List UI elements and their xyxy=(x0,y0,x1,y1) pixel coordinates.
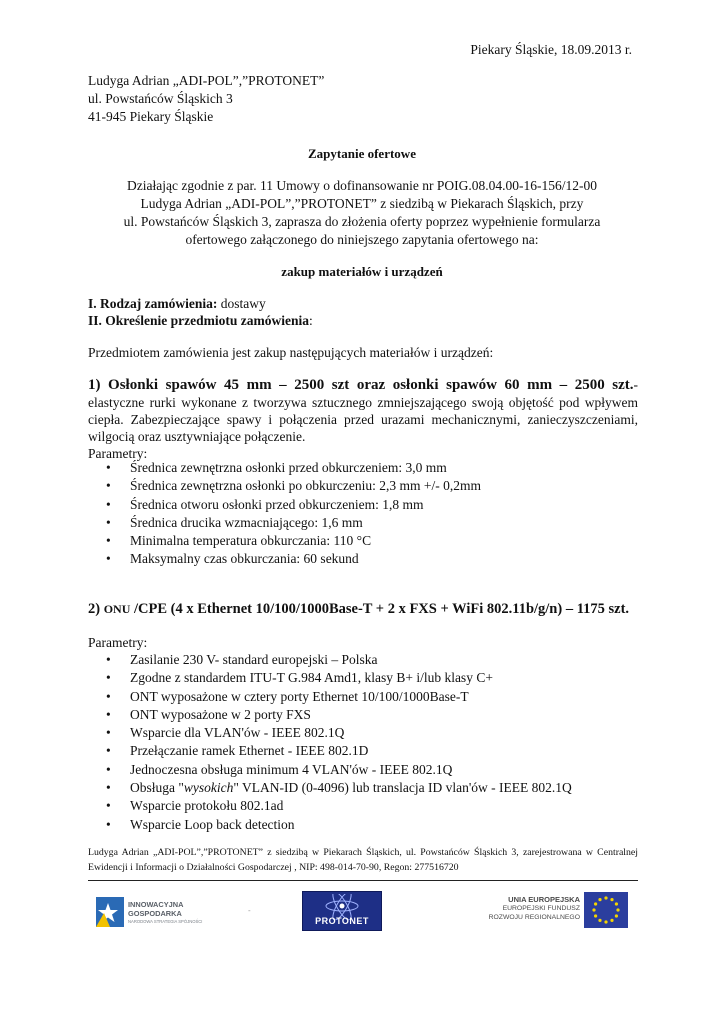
section-order-object xyxy=(88,312,313,329)
bullet-icon: • xyxy=(106,725,111,741)
bullet-icon: • xyxy=(106,478,111,494)
item-1-params-label: Parametry: xyxy=(88,446,148,461)
bullet-icon: • xyxy=(106,460,111,475)
eu-flag-icon xyxy=(584,892,628,928)
onu-label: ONU xyxy=(103,602,131,616)
intro-line: ofertowego załączonego do niniejszego zapytania ofertowego na: xyxy=(185,232,539,247)
intro-line: ul. Powstańców Śląskich 3, zaprasza do złożenia oferty poprzez wypełnienie formularza xyxy=(123,214,601,229)
section-suffix: : xyxy=(308,313,313,328)
lead-sentence: Przedmiotem zamówienia jest zakup następujących materiałów i urządzeń: xyxy=(88,345,494,360)
item-2-params-label: Parametry: xyxy=(88,635,148,650)
section-label: I. Rodzaj zamówienia: xyxy=(88,296,218,311)
bullet-icon: • xyxy=(106,816,111,832)
list-item: • Średnica drucika wzmacniającego: 1,6 mm xyxy=(88,514,481,532)
ig-star-icon xyxy=(94,893,128,931)
section-label: II. Określenie przedmiotu zamówienia xyxy=(88,313,309,328)
intro-paragraph xyxy=(88,177,636,249)
bullet-icon: • xyxy=(106,551,111,567)
footer-legal-text: Ludyga Adrian „ADI-POL”,”PROTONET” z siedzibą w Piekarach Śląskich, ul. Powstańców Śląskich 3, zarejestrowana w Centralnej Ewidencji i Informacji o Działalności Gospodarczej , NIP: 498-014-70-90, Regon: 277516720 xyxy=(88,847,638,873)
list-item: • ONT wyposażone w cztery porty Ethernet 10/100/1000Base-T xyxy=(88,688,572,706)
ig-wordmark: INNOWACYJNA GOSPODARKA NARODOWA STRATEGIA SPÓJNOŚCI xyxy=(128,900,203,924)
item-1-title: 1) Osłonki spawów 45 mm – 2500 szt oraz osłonki spawów 60 mm – 2500 szt. xyxy=(88,377,634,393)
protonet-wordmark: PROTONET xyxy=(315,916,369,926)
list-item: • Jednoczesna obsługa minimum 4 VLAN'ów - IEEE 802.1Q xyxy=(88,761,572,779)
list-item: • Maksymalny czas obkurczania: 60 sekund xyxy=(88,550,481,568)
address-line: Ludyga Adrian „ADI-POL”,”PROTONET” xyxy=(88,73,325,88)
item-2-parameters xyxy=(88,651,572,834)
item-1-parameters xyxy=(88,459,481,569)
document-date: Piekary Śląskie, 18.09.2013 r. xyxy=(470,42,632,57)
bullet-icon: • xyxy=(106,688,111,704)
innowacyjna-gospodarka-logo xyxy=(94,893,214,931)
intro-line: Działając zgodnie z par. 11 Umowy o dofinansowanie nr POIG.08.04.00-16-156/12-00 xyxy=(126,178,597,193)
list-item: • Zgodne z standardem ITU-T G.984 Amd1, klasy B+ i/lub klasy C+ xyxy=(88,669,572,687)
list-item: • Minimalna temperatura obkurczania: 110 °C xyxy=(88,532,481,550)
item-2-title: 2) ONU /CPE (4 x Ethernet 10/100/1000Base-T + 2 x FXS + WiFi 802.11b/g/n) – 1175 szt. xyxy=(88,601,630,617)
footer-divider xyxy=(88,880,638,881)
bullet-icon: • xyxy=(106,706,111,722)
bullet-icon: • xyxy=(106,652,111,667)
section-value: dostawy xyxy=(217,296,266,311)
list-item: • Wsparcie dla VLAN'ów - IEEE 802.1Q xyxy=(88,724,572,742)
eu-wordmark: UNIA EUROPEJSKA EUROPEJSKI FUNDUSZ ROZWOJU REGIONALNEGO xyxy=(488,895,580,921)
bullet-icon: • xyxy=(106,533,111,549)
document-subject: Zapytanie ofertowe xyxy=(308,146,416,161)
list-item: • Średnica otworu osłonki przed obkurczeniem: 1,8 mm xyxy=(88,496,481,514)
list-item: • Wsparcie Loop back detection xyxy=(88,816,572,834)
intro-line: Ludyga Adrian „ADI-POL”,”PROTONET” z siedzibą w Piekarach Śląskich, przy xyxy=(140,196,584,211)
bullet-icon: • xyxy=(106,496,111,512)
address-line: ul. Powstańców Śląskich 3 xyxy=(88,91,233,106)
list-item: • Przełączanie ramek Ethernet - IEEE 802.1D xyxy=(88,742,572,760)
sender-address xyxy=(88,72,324,126)
list-item: • Obsługa "wysokich" VLAN-ID (0-4096) lub translacja ID vlan'ów - IEEE 802.1Q xyxy=(88,779,572,797)
bullet-icon: • xyxy=(106,743,111,759)
bullet-icon: • xyxy=(106,761,111,777)
protonet-logo xyxy=(302,891,382,931)
bullet-icon: • xyxy=(106,670,111,686)
order-sections xyxy=(88,295,313,329)
item-1 xyxy=(88,376,638,462)
order-subject: zakup materiałów i urządzeń xyxy=(281,264,443,279)
list-item: • Zasilanie 230 V- standard europejski – Polska xyxy=(88,651,572,669)
bullet-icon: • xyxy=(106,780,111,796)
eu-fund-logo xyxy=(486,891,630,929)
section-order-type xyxy=(88,295,313,312)
list-item: • Średnica zewnętrzna osłonki przed obkurczeniem: 3,0 mm xyxy=(88,459,481,477)
list-item: • Średnica zewnętrzna osłonki po obkurczeniu: 2,3 mm +/- 0,2mm xyxy=(88,477,481,495)
bullet-icon: • xyxy=(106,514,111,530)
logo-separator: - xyxy=(248,906,251,915)
address-line: 41-945 Piekary Śląskie xyxy=(88,109,214,124)
list-item: • ONT wyposażone w 2 porty FXS xyxy=(88,706,572,724)
bullet-icon: • xyxy=(106,798,111,814)
item-1-description: - elastyczne rurki wykonane z tworzywa sztucznego zmniejszającego swoją objętość pod wpływem ciepła. Zabezpieczające spawy i połączenia przed urazami mechanicznymi, zanieczyszczeniami, wilgocią oraz usztywniające połączenie. xyxy=(88,377,638,444)
list-item: • Wsparcie protokołu 802.1ad xyxy=(88,797,572,815)
